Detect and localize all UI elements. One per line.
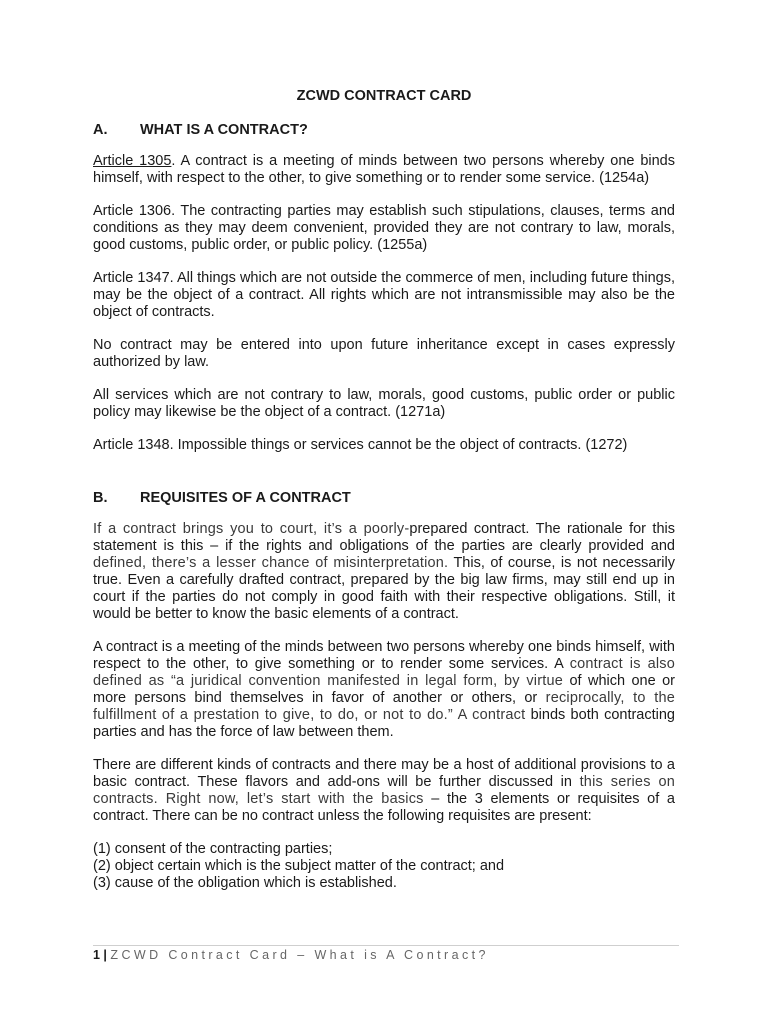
court-rationale-paragraph [93, 521, 675, 623]
list-item: (3) cause of the obligation which is established. [93, 875, 397, 891]
contract-definition-part-1: A contract is a meeting of the minds between two persons whereby one binds himself, with respect to the other, to give something or to render some services. A [93, 639, 675, 672]
list-item: (2) object certain which is the subject matter of the contract; and [93, 858, 505, 874]
list-item: (1) consent of the contracting parties; [93, 841, 333, 857]
contract-definition-part-5: binds both contracting parties and has the force of law between them. [93, 707, 675, 740]
footer-divider [93, 945, 679, 946]
contract-definition-part-3: of which one or more persons bind themselves in favor of another or others, or [93, 673, 675, 706]
article-1306-paragraph: Article 1306. The contracting parties may establish such stipulations, clauses, terms and conditions as they may deem convenient, provided they are not contrary to law, morals, good customs, public order, or public policy. (1255a) [93, 203, 675, 253]
footer-text: ZCWD Contract Card – What is A Contract? [110, 948, 489, 962]
article-1348-paragraph: Article 1348. Impossible things or services cannot be the object of contracts. (1272) [93, 437, 628, 453]
section-a-heading [93, 120, 675, 140]
section-b-letter: B. [93, 490, 108, 506]
contract-kinds-part-2: this series on contracts. Right now, let’s start with the basics [93, 774, 675, 807]
section-a-title: WHAT IS A CONTRACT? [140, 122, 308, 138]
section-spacer [93, 470, 675, 488]
court-rationale-part-3: defined, there’s a lesser chance of misinterpretation. [93, 555, 449, 571]
contract-definition-paragraph [93, 639, 675, 741]
article-1347-paragraph: Article 1347. All things which are not outside the commerce of men, including future things, may be the object of a contract. All rights which are not intransmissible may also be the object of contracts. [93, 270, 675, 320]
document-title: ZCWD CONTRACT CARD [296, 88, 472, 104]
court-rationale-part-2: prepared contract. The rationale for this statement is this – if the rights and obligations of the parties are clearly provided and [93, 521, 675, 554]
section-b-heading [93, 488, 675, 508]
contract-kinds-paragraph [93, 757, 675, 825]
requisites-list [93, 841, 675, 892]
section-a-letter: A. [93, 122, 108, 138]
contract-kinds-part-1: There are different kinds of contracts and there may be a host of additional provisions to a basic contract. These flavors and add-ons will be further discussed in [93, 757, 675, 790]
article-1305-text: . A contract is a meeting of minds between two persons whereby one binds himself, with respect to the other, to give something or to render some service. (1254a) [93, 153, 675, 186]
article-1305-paragraph [93, 153, 675, 187]
page-content [93, 86, 675, 892]
footer-page-number: 1 [93, 948, 100, 962]
services-object-paragraph: All services which are not contrary to law, morals, good customs, public order or public policy may likewise be the object of a contract. (1271a) [93, 387, 675, 420]
section-b-title: REQUISITES OF A CONTRACT [140, 490, 351, 506]
footer-separator: | [99, 948, 111, 962]
court-rationale-part-4: This, of course, is not necessarily true. Even a carefully drafted contract, prepared by the big law firms, may still end up in court if the parties do not comply in good faith with their respective obligations. Still, it would be better to know the basic elements of a contract. [93, 555, 675, 622]
contract-kinds-part-3: – the 3 elements or requisites of a contract. There can be no contract unless the following requisites are present: [93, 791, 675, 824]
article-1305-link[interactable]: Article 1305 [93, 153, 172, 169]
contract-definition-part-4: reciprocally, to the fulfillment of a prestation to give, to do, or not to do.” A contract [93, 690, 675, 723]
future-inheritance-paragraph: No contract may be entered into upon future inheritance except in cases expressly authorized by law. [93, 337, 675, 370]
contract-definition-part-2: contract is also defined as “a juridical convention manifested in legal form, by virtue [93, 656, 675, 689]
page-footer [93, 947, 489, 963]
court-rationale-part-1: If a contract brings you to court, it’s a poorly- [93, 521, 410, 537]
